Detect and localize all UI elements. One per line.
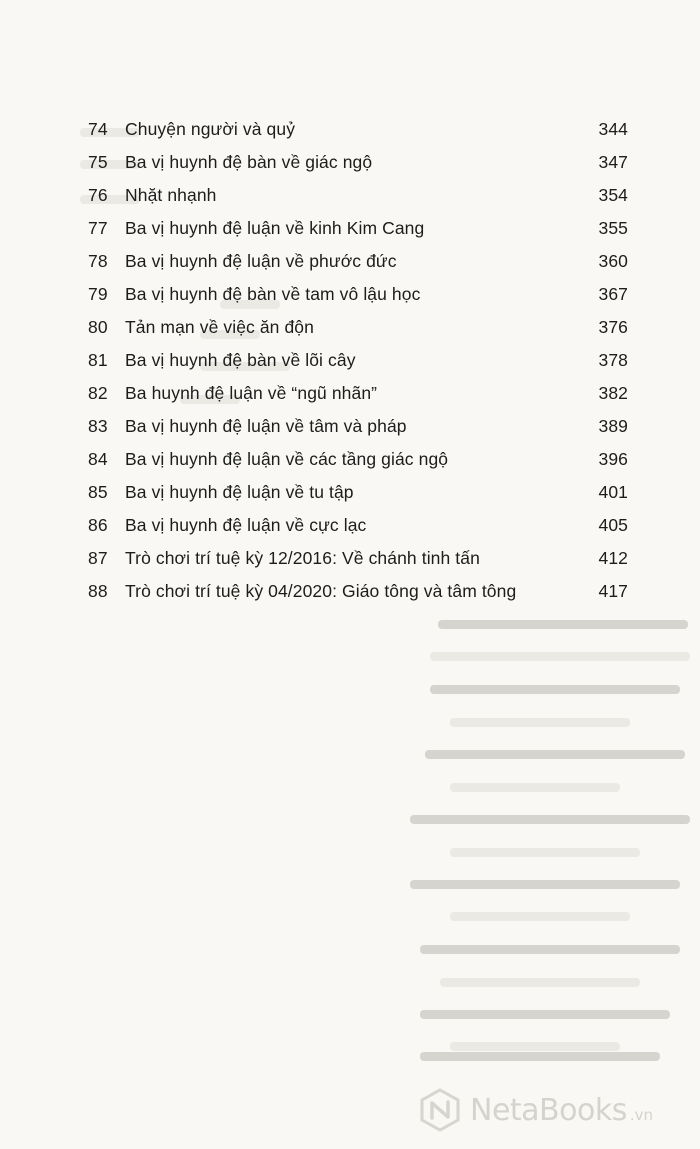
toc-entry-title: Trò chơi trí tuệ kỳ 12/2016: Về chánh tinh tấn bbox=[125, 548, 480, 568]
toc-entry-title: Chuyện người và quỷ bbox=[125, 119, 296, 139]
toc-entry-page: 367 bbox=[598, 284, 628, 304]
watermark bbox=[418, 1085, 653, 1135]
toc-entry-title: Ba vị huynh đệ luận về cực lạc bbox=[125, 515, 367, 535]
toc-row bbox=[88, 179, 628, 212]
watermark-suffix: .vn bbox=[629, 1106, 653, 1124]
toc-entry-page: 347 bbox=[598, 152, 628, 172]
toc-entry-title: Ba vị huynh đệ bàn về tam vô lậu học bbox=[125, 284, 421, 304]
toc-entry-title: Ba vị huynh đệ bàn về giác ngộ bbox=[125, 152, 373, 172]
toc-row bbox=[88, 476, 628, 509]
toc-entry-title: Trò chơi trí tuệ kỳ 04/2020: Giáo tông và tâm tông bbox=[125, 581, 517, 601]
toc-entry-page: 396 bbox=[598, 449, 628, 469]
bleed-through-line bbox=[450, 718, 630, 727]
toc-entry-page: 382 bbox=[598, 383, 628, 403]
toc-entry-title: Ba vị huynh đệ luận về kinh Kim Cang bbox=[125, 218, 425, 238]
bleed-through-line bbox=[430, 652, 690, 661]
toc-entry-title: Ba huynh đệ luận về “ngũ nhãn” bbox=[125, 383, 378, 403]
toc-entry-title: Ba vị huynh đệ luận về tu tập bbox=[125, 482, 354, 502]
bleed-through-line bbox=[420, 1052, 660, 1061]
toc-row bbox=[88, 542, 628, 575]
toc-entry-number: 84 bbox=[88, 449, 108, 469]
bleed-through-line bbox=[438, 620, 688, 629]
toc-entry-number: 88 bbox=[88, 581, 108, 601]
bleed-through-line bbox=[425, 750, 685, 759]
toc-entry-page: 405 bbox=[598, 515, 628, 535]
toc-entry-number: 85 bbox=[88, 482, 108, 502]
toc-entry-page: 417 bbox=[598, 581, 628, 601]
toc-entry-number: 78 bbox=[88, 251, 108, 271]
toc-entry-title: Ba vị huynh đệ luận về tâm và pháp bbox=[125, 416, 407, 436]
toc-entry-page: 355 bbox=[598, 218, 628, 238]
bleed-through-line bbox=[430, 685, 680, 694]
bleed-through-line bbox=[450, 848, 640, 857]
toc-entry-number: 79 bbox=[88, 284, 108, 304]
toc-entry-number: 74 bbox=[88, 119, 108, 139]
toc-entry-title: Ba vị huynh đệ luận về các tầng giác ngộ bbox=[125, 449, 449, 469]
bleed-through-line bbox=[420, 1010, 670, 1019]
toc-entry-title: Ba vị huynh đệ luận về phước đức bbox=[125, 251, 397, 271]
toc-entry-number: 81 bbox=[88, 350, 108, 370]
toc-entry-title: Ba vị huynh đệ bàn về lõi cây bbox=[125, 350, 356, 370]
toc-entry-title: Nhặt nhạnh bbox=[125, 185, 217, 205]
toc-row bbox=[88, 212, 628, 245]
toc-entry-number: 87 bbox=[88, 548, 108, 568]
toc-row bbox=[88, 344, 628, 377]
bleed-through-line bbox=[450, 1042, 620, 1051]
toc-row bbox=[88, 377, 628, 410]
bleed-through-line bbox=[410, 880, 680, 889]
toc-row bbox=[88, 245, 628, 278]
toc-row bbox=[88, 311, 628, 344]
toc-entry-title: Tản mạn về việc ăn độn bbox=[125, 317, 314, 337]
toc-entry-page: 378 bbox=[598, 350, 628, 370]
table-of-contents bbox=[88, 113, 628, 608]
bleed-through-line bbox=[440, 978, 640, 987]
toc-entry-page: 376 bbox=[598, 317, 628, 337]
toc-row bbox=[88, 509, 628, 542]
toc-row bbox=[88, 410, 628, 443]
bleed-through-line bbox=[450, 912, 630, 921]
toc-entry-page: 401 bbox=[598, 482, 628, 502]
toc-row bbox=[88, 575, 628, 608]
toc-entry-page: 344 bbox=[598, 119, 628, 139]
toc-entry-page: 360 bbox=[598, 251, 628, 271]
toc-entry-page: 412 bbox=[598, 548, 628, 568]
bleed-through-line bbox=[410, 815, 690, 824]
netabooks-logo-icon bbox=[418, 1088, 462, 1132]
toc-entry-number: 86 bbox=[88, 515, 108, 535]
toc-entry-number: 83 bbox=[88, 416, 108, 436]
toc-entry-number: 75 bbox=[88, 152, 108, 172]
bleed-through-line bbox=[420, 945, 680, 954]
toc-entry-number: 82 bbox=[88, 383, 108, 403]
bleed-through-line bbox=[450, 783, 620, 792]
toc-entry-page: 354 bbox=[598, 185, 628, 205]
toc-entry-number: 76 bbox=[88, 185, 108, 205]
toc-entry-number: 80 bbox=[88, 317, 108, 337]
watermark-brand: NetaBooks bbox=[470, 1092, 627, 1128]
toc-entry-page: 389 bbox=[598, 416, 628, 436]
toc-row bbox=[88, 113, 628, 146]
toc-row bbox=[88, 443, 628, 476]
toc-row bbox=[88, 146, 628, 179]
toc-entry-number: 77 bbox=[88, 218, 108, 238]
toc-row bbox=[88, 278, 628, 311]
